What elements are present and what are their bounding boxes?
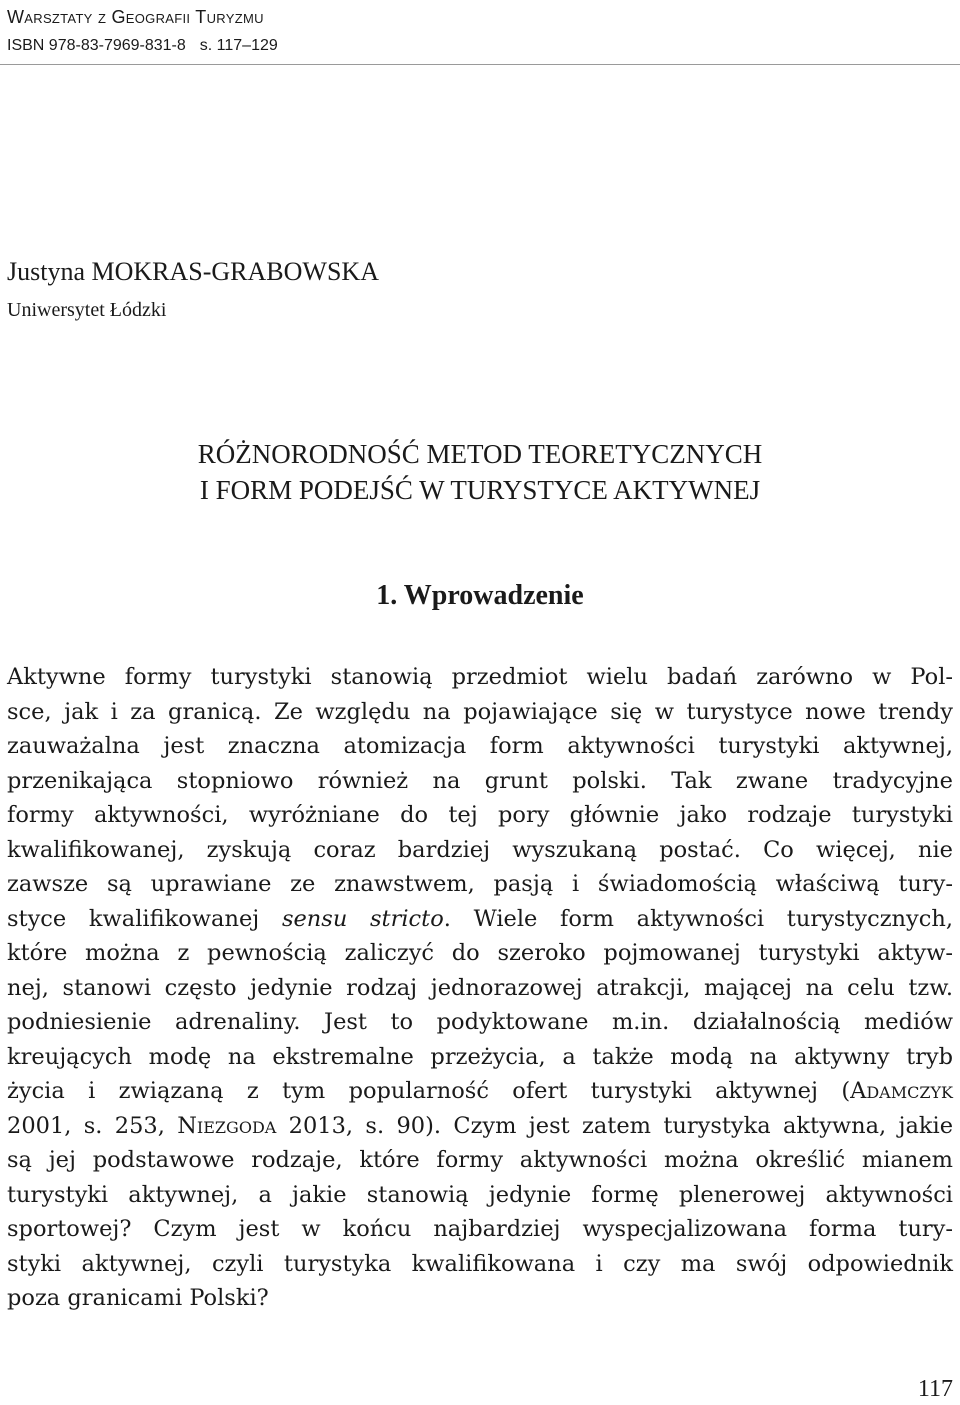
body-line: styki aktywnej, czyli turystyka kwalifikowana i czy ma swój odpowiednik	[7, 1250, 953, 1277]
body-line	[7, 1074, 953, 1109]
body-line: zauważalna jest znaczna atomizacja form aktywności turystyki aktywnej,	[7, 733, 953, 759]
author-affiliation: Uniwersytet Łódzki	[7, 299, 167, 321]
series-title: Warsztaty z Geografii Turyzmu	[7, 7, 264, 27]
body-line: Aktywne formy turystyki stanowią przedmiot wielu badań zarówno w Pol-	[7, 664, 953, 690]
body-line: poza granicami Polski?	[7, 1285, 269, 1311]
page-range: s. 117–129	[199, 37, 278, 54]
body-text: życia i związaną z tym popularność ofert turystyki aktywnej (	[7, 1078, 851, 1104]
body-line: kwalifikowanej, zyskują coraz bardziej wyszukaną postać. Co więcej, nie	[7, 836, 953, 863]
body-line: przenikająca stopniowo również na grunt polski. Tak zwane tradycyjne	[7, 767, 953, 794]
body-line: turystyki aktywnej, a jakie stanowią jedynie formę plenerowej aktywności	[7, 1181, 953, 1208]
header-rule	[0, 64, 960, 65]
body-text: 2013, s. 90). Czym jest zatem turystyka aktywna, jakie	[276, 1112, 954, 1139]
article-title-line-2: I FORM PODEJŚĆ W TURYSTYCE AKTYWNEJ	[199, 475, 761, 505]
section-heading: 1. Wprowadzenie	[376, 580, 584, 611]
body-line: nej, stanowi często jedynie rodzaj jednorazowej atrakcji, mającej na celu tzw.	[7, 974, 953, 1001]
body-line: kreujących modę na ekstremalne przeżycia, a także modą na aktywny tryb	[7, 1043, 953, 1070]
body-line: są jej podstawowe rodzaje, które formy aktywności można określić mianem	[7, 1147, 953, 1173]
body-line: sce, jak i za granicą. Ze względu na pojawiające się w turystyce nowe trendy	[7, 698, 953, 725]
author-name: Justyna MOKRAS-GRABOWSKA	[7, 257, 379, 286]
isbn-number: ISBN 978-83-7969-831-8	[7, 37, 186, 54]
body-line: formy aktywności, wyróżniane do tej pory głównie jako rodzaje turystyki	[7, 802, 953, 828]
body-line	[7, 902, 953, 937]
latin-term: sensu stricto	[281, 905, 444, 932]
body-line: zawsze są uprawiane ze znawstwem, pasją i świadomością właściwą tury-	[7, 871, 953, 897]
body-line	[7, 1109, 953, 1144]
page-number: 117	[917, 1376, 953, 1402]
body-text: styce kwalifikowanej	[7, 905, 282, 932]
body-text: 2001, s. 253,	[7, 1112, 178, 1139]
isbn-line	[7, 36, 278, 56]
article-title	[0, 436, 960, 508]
citation-author: Niezgoda	[177, 1112, 277, 1139]
body-line: które można z pewnością zaliczyć do szeroko pojmowanej turystyki aktyw-	[7, 940, 953, 966]
article-title-line-1: RÓŻNORODNOŚĆ METOD TEORETYCZNYCH	[197, 439, 763, 469]
body-line: podniesienie adrenaliny. Jest to podyktowane m.in. działalnością mediów	[7, 1009, 953, 1035]
body-line: sportowej? Czym jest w końcu najbardziej wyspecjalizowana forma tury-	[7, 1216, 953, 1242]
body-paragraph	[7, 660, 953, 1316]
body-text: . Wiele form aktywności turystycznych,	[443, 905, 953, 932]
citation-author: Adamczyk	[850, 1078, 953, 1104]
